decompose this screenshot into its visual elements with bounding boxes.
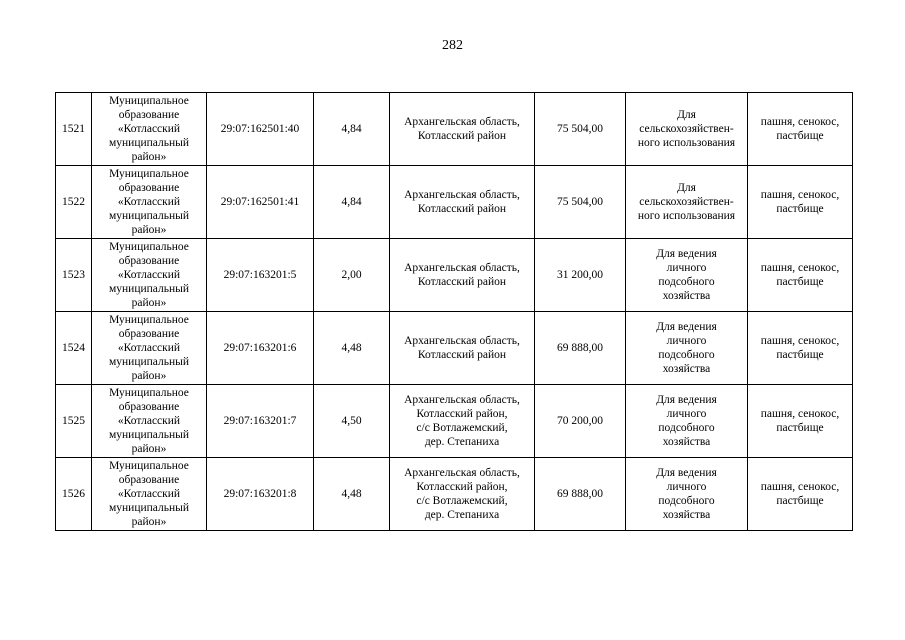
cell-address-line: Архангельская область, bbox=[404, 189, 520, 201]
cell-area: 4,48 bbox=[314, 312, 390, 385]
cell-owner-line: муниципальный bbox=[108, 429, 190, 441]
cell-permitted-use-line: хозяйства bbox=[662, 363, 711, 375]
cell-owner bbox=[92, 385, 207, 458]
cell-address-line: Котласский район bbox=[417, 203, 507, 215]
cell-owner-line: образование bbox=[118, 401, 180, 413]
cell-owner-line: Муниципальное bbox=[109, 387, 189, 399]
cell-land-type bbox=[748, 312, 853, 385]
cell-owner-line: образование bbox=[118, 255, 180, 267]
cell-number: 1523 bbox=[56, 239, 92, 312]
cell-owner-line: район» bbox=[131, 151, 167, 163]
cell-address-line: Котласский район, bbox=[416, 408, 508, 420]
cell-address-line: Архангельская область, bbox=[404, 116, 520, 128]
cell-permitted-use-line: хозяйства bbox=[662, 290, 711, 302]
cell-area: 4,48 bbox=[314, 458, 390, 531]
cell-owner-line: район» bbox=[131, 370, 167, 382]
cell-permitted-use-line: Для ведения bbox=[656, 321, 717, 333]
cell-permitted-use-line: подсобного bbox=[658, 276, 715, 288]
cell-number: 1521 bbox=[56, 93, 92, 166]
cell-permitted-use bbox=[626, 458, 748, 531]
cell-permitted-use-line: подсобного bbox=[658, 349, 715, 361]
cell-permitted-use-line: личного bbox=[666, 262, 707, 274]
cell-address-line: дер. Степаниха bbox=[424, 436, 500, 448]
cell-land-type-line: пастбище bbox=[776, 495, 824, 507]
cell-address-line: Архангельская область, bbox=[404, 394, 520, 406]
cell-area: 4,50 bbox=[314, 385, 390, 458]
cell-owner-line: «Котласский bbox=[117, 269, 181, 281]
cell-number: 1526 bbox=[56, 458, 92, 531]
cell-owner-line: район» bbox=[131, 224, 167, 236]
cell-land-type bbox=[748, 166, 853, 239]
table-row bbox=[56, 385, 853, 458]
cell-land-type-line: пастбище bbox=[776, 276, 824, 288]
cell-permitted-use bbox=[626, 93, 748, 166]
cell-owner-line: «Котласский bbox=[117, 488, 181, 500]
table-row bbox=[56, 312, 853, 385]
cell-permitted-use-line: подсобного bbox=[658, 495, 715, 507]
cell-owner-line: муниципальный bbox=[108, 137, 190, 149]
cell-permitted-use bbox=[626, 166, 748, 239]
cell-address-line: Котласский район bbox=[417, 349, 507, 361]
table-body bbox=[56, 93, 853, 531]
cell-owner-line: Муниципальное bbox=[109, 168, 189, 180]
cell-owner bbox=[92, 166, 207, 239]
cell-area: 4,84 bbox=[314, 93, 390, 166]
cell-owner-line: район» bbox=[131, 297, 167, 309]
cell-permitted-use-line: ного использования bbox=[637, 210, 736, 222]
land-plot-table bbox=[55, 92, 853, 531]
cell-price: 31 200,00 bbox=[535, 239, 626, 312]
cell-land-type bbox=[748, 239, 853, 312]
cell-owner-line: «Котласский bbox=[117, 123, 181, 135]
cell-land-type-line: пашня, сенокос, bbox=[760, 116, 840, 128]
cell-owner-line: «Котласский bbox=[117, 415, 181, 427]
cell-number: 1524 bbox=[56, 312, 92, 385]
cell-owner-line: Муниципальное bbox=[109, 460, 189, 472]
cell-area: 4,84 bbox=[314, 166, 390, 239]
cell-address bbox=[390, 312, 535, 385]
cell-owner bbox=[92, 312, 207, 385]
cell-cadastral-number: 29:07:163201:5 bbox=[207, 239, 314, 312]
cell-address-line: Котласский район bbox=[417, 130, 507, 142]
table-row bbox=[56, 93, 853, 166]
cell-owner-line: муниципальный bbox=[108, 210, 190, 222]
cell-address-line: Архангельская область, bbox=[404, 467, 520, 479]
cell-permitted-use bbox=[626, 385, 748, 458]
cell-owner-line: муниципальный bbox=[108, 356, 190, 368]
cell-address-line: с/с Вотлажемский, bbox=[416, 422, 508, 434]
cell-permitted-use-line: личного bbox=[666, 481, 707, 493]
cell-land-type-line: пашня, сенокос, bbox=[760, 189, 840, 201]
cell-permitted-use-line: хозяйства bbox=[662, 436, 711, 448]
cell-permitted-use-line: Для ведения bbox=[656, 394, 717, 406]
cell-owner-line: образование bbox=[118, 182, 180, 194]
cell-cadastral-number: 29:07:163201:7 bbox=[207, 385, 314, 458]
cell-land-type-line: пашня, сенокос, bbox=[760, 481, 840, 493]
table-row bbox=[56, 458, 853, 531]
cell-owner-line: Муниципальное bbox=[109, 95, 189, 107]
cell-permitted-use-line: хозяйства bbox=[662, 509, 711, 521]
cell-permitted-use-line: сельскохозяйствен- bbox=[639, 196, 734, 208]
cell-permitted-use bbox=[626, 239, 748, 312]
cell-address-line: Котласский район bbox=[417, 276, 507, 288]
cell-address-line: Котласский район, bbox=[416, 481, 508, 493]
cell-price: 75 504,00 bbox=[535, 93, 626, 166]
cell-land-type-line: пастбище bbox=[776, 422, 824, 434]
cell-address bbox=[390, 239, 535, 312]
cell-permitted-use-line: ного использования bbox=[637, 137, 736, 149]
table-row bbox=[56, 239, 853, 312]
cell-land-type bbox=[748, 385, 853, 458]
cell-owner-line: «Котласский bbox=[117, 342, 181, 354]
cell-address-line: Архангельская область, bbox=[404, 262, 520, 274]
cell-cadastral-number: 29:07:162501:41 bbox=[207, 166, 314, 239]
cell-area: 2,00 bbox=[314, 239, 390, 312]
cell-owner-line: «Котласский bbox=[117, 196, 181, 208]
cell-price: 75 504,00 bbox=[535, 166, 626, 239]
cell-address bbox=[390, 166, 535, 239]
table-row bbox=[56, 166, 853, 239]
cell-land-type-line: пастбище bbox=[776, 130, 824, 142]
cell-owner-line: район» bbox=[131, 443, 167, 455]
cell-owner-line: муниципальный bbox=[108, 502, 190, 514]
cell-land-type bbox=[748, 93, 853, 166]
cell-permitted-use bbox=[626, 312, 748, 385]
cell-owner-line: Муниципальное bbox=[109, 241, 189, 253]
page-number: 282 bbox=[442, 38, 463, 53]
cell-owner-line: район» bbox=[131, 516, 167, 528]
cell-address bbox=[390, 385, 535, 458]
cell-permitted-use-line: Для bbox=[677, 109, 696, 121]
cell-owner-line: муниципальный bbox=[108, 283, 190, 295]
cell-permitted-use-line: подсобного bbox=[658, 422, 715, 434]
cell-address-line: с/с Вотлажемский, bbox=[416, 495, 508, 507]
cell-permitted-use-line: личного bbox=[666, 408, 707, 420]
cell-permitted-use-line: Для bbox=[677, 182, 696, 194]
cell-price: 69 888,00 bbox=[535, 458, 626, 531]
cell-permitted-use-line: Для ведения bbox=[656, 248, 717, 260]
cell-permitted-use-line: личного bbox=[666, 335, 707, 347]
cell-cadastral-number: 29:07:163201:8 bbox=[207, 458, 314, 531]
cell-address-line: дер. Степаниха bbox=[424, 509, 500, 521]
cell-address bbox=[390, 93, 535, 166]
cell-price: 70 200,00 bbox=[535, 385, 626, 458]
cell-permitted-use-line: Для ведения bbox=[656, 467, 717, 479]
cell-address-line: Архангельская область, bbox=[404, 335, 520, 347]
cell-permitted-use-line: сельскохозяйствен- bbox=[639, 123, 734, 135]
cell-owner-line: образование bbox=[118, 109, 180, 121]
cell-land-type-line: пастбище bbox=[776, 349, 824, 361]
cell-land-type-line: пастбище bbox=[776, 203, 824, 215]
cell-number: 1525 bbox=[56, 385, 92, 458]
cell-land-type bbox=[748, 458, 853, 531]
cell-price: 69 888,00 bbox=[535, 312, 626, 385]
cell-owner bbox=[92, 458, 207, 531]
cell-number: 1522 bbox=[56, 166, 92, 239]
cell-cadastral-number: 29:07:162501:40 bbox=[207, 93, 314, 166]
cell-owner-line: Муниципальное bbox=[109, 314, 189, 326]
cell-land-type-line: пашня, сенокос, bbox=[760, 335, 840, 347]
cell-owner-line: образование bbox=[118, 474, 180, 486]
cell-owner bbox=[92, 239, 207, 312]
cell-cadastral-number: 29:07:163201:6 bbox=[207, 312, 314, 385]
cell-land-type-line: пашня, сенокос, bbox=[760, 262, 840, 274]
cell-owner-line: образование bbox=[118, 328, 180, 340]
cell-land-type-line: пашня, сенокос, bbox=[760, 408, 840, 420]
cell-address bbox=[390, 458, 535, 531]
cell-owner bbox=[92, 93, 207, 166]
